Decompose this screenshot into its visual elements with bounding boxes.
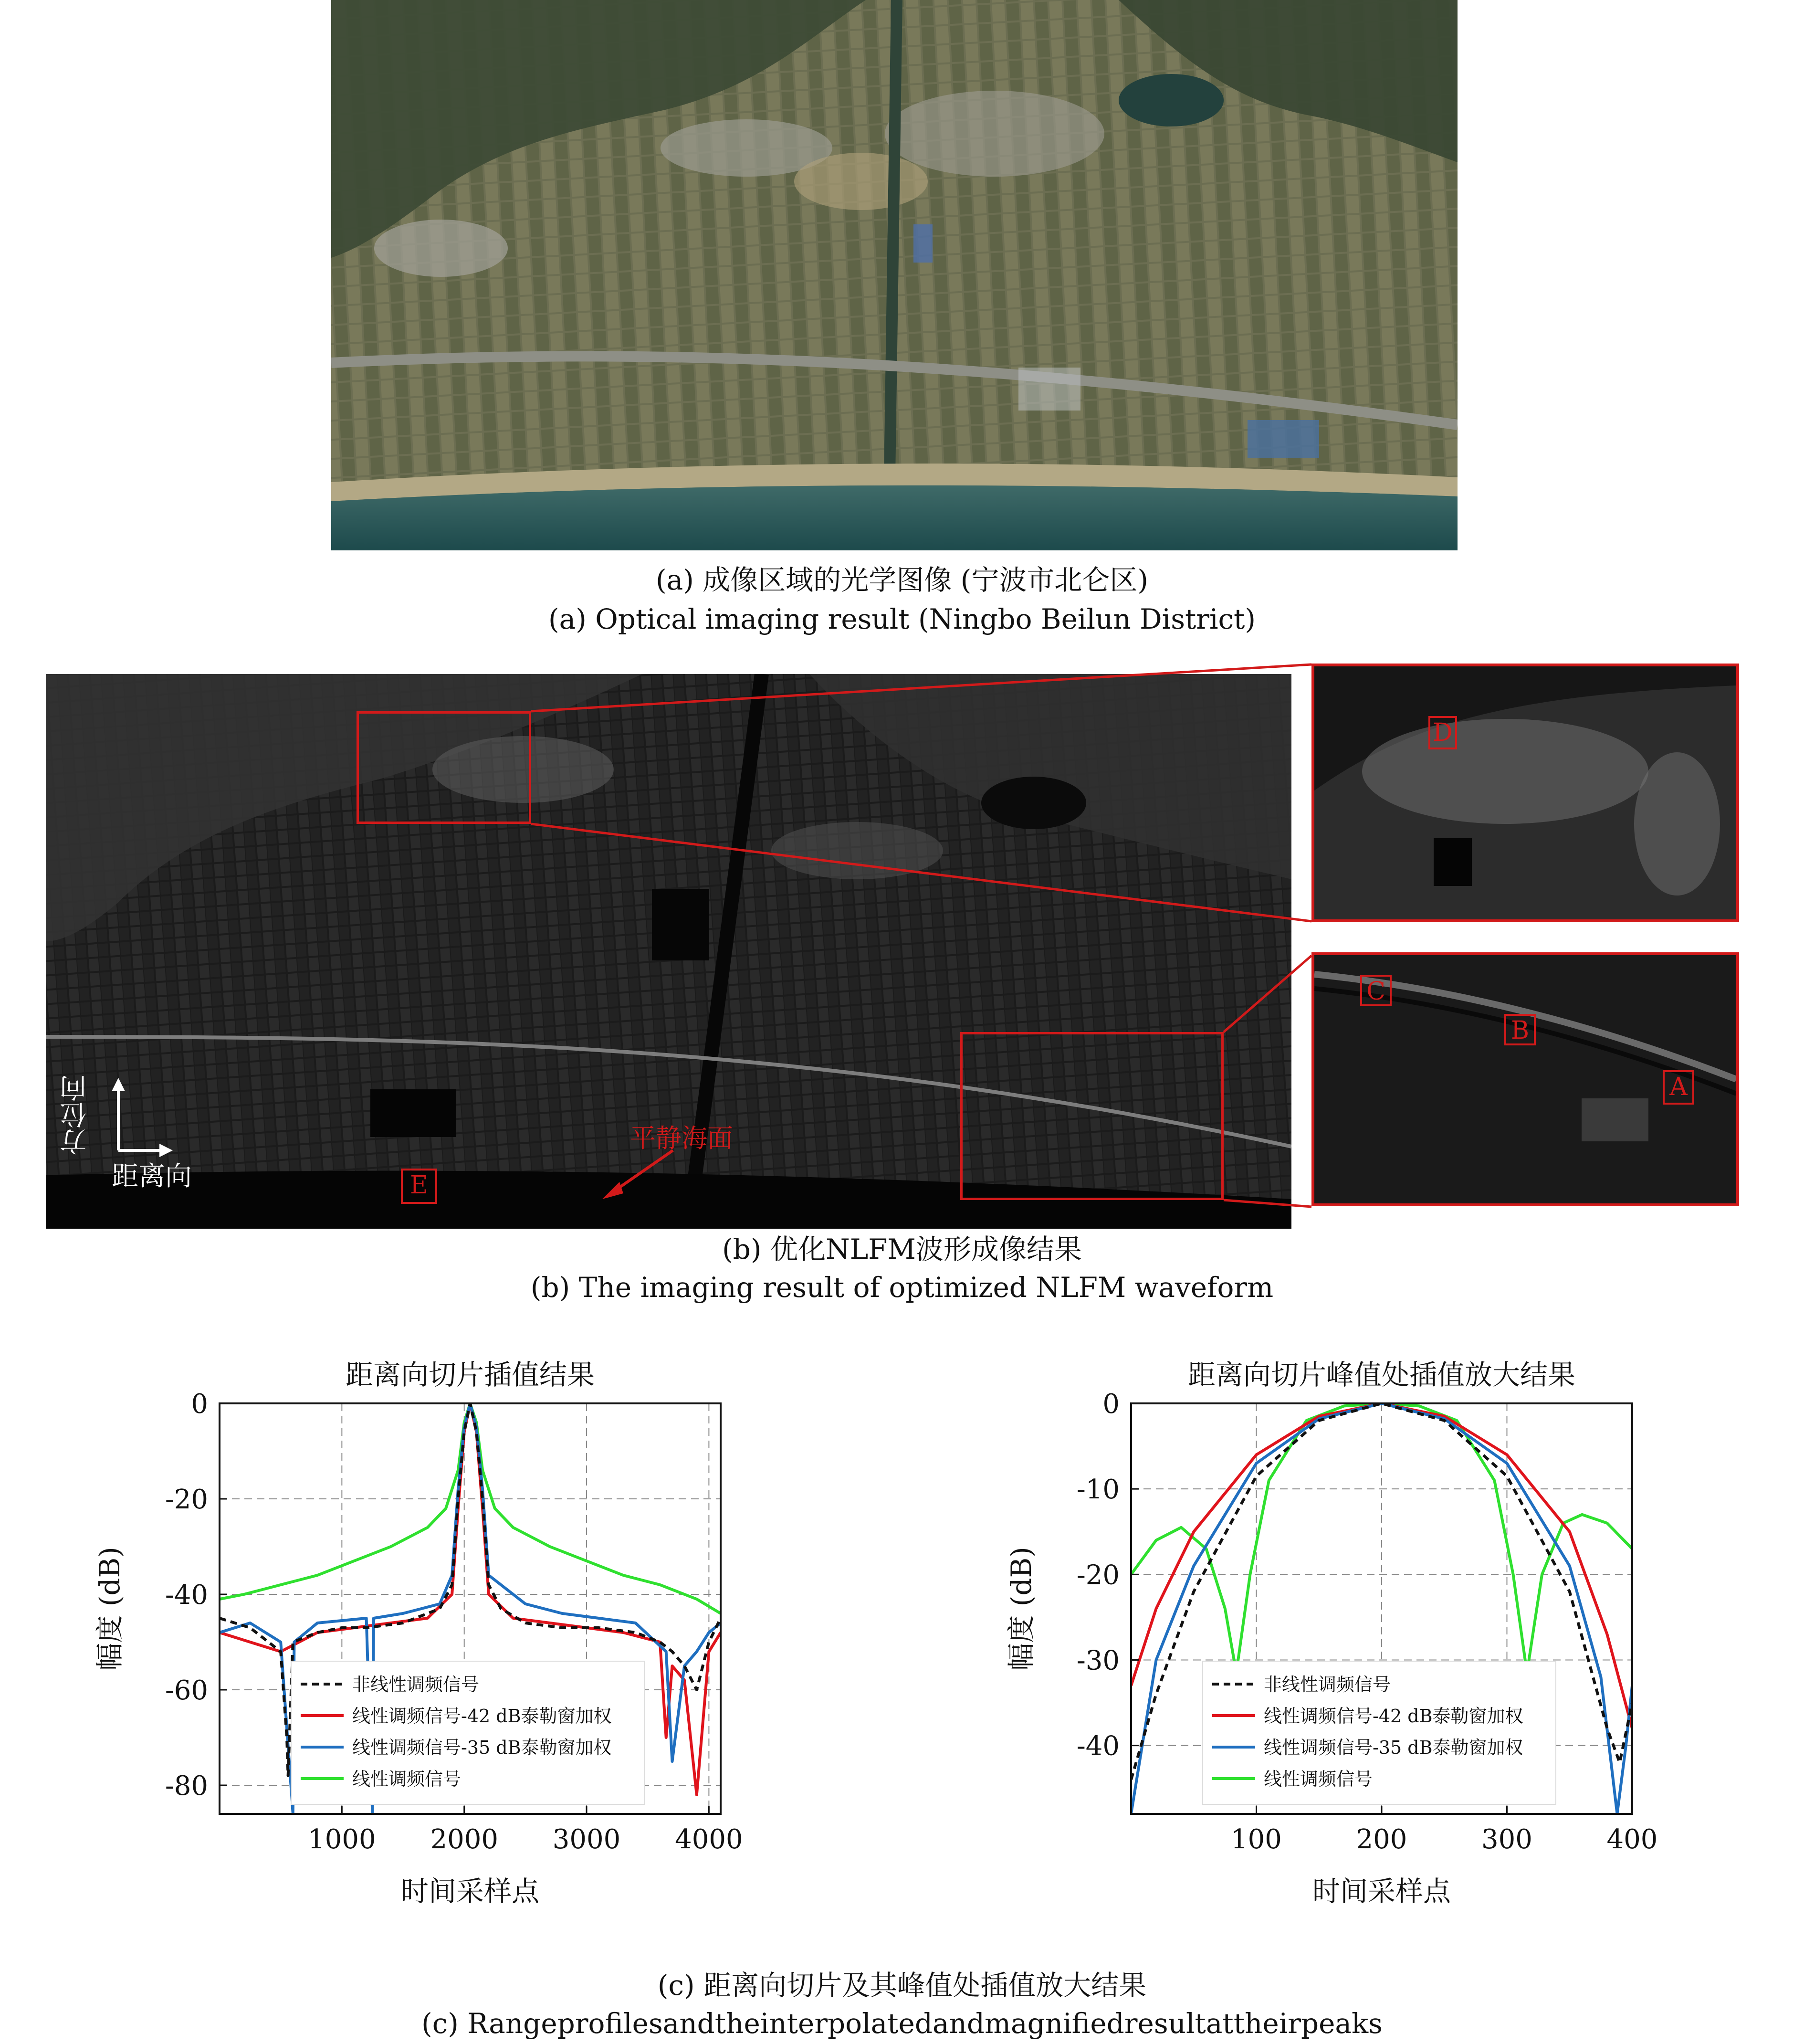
caption-a-cn: (a) 成像区域的光学图像 (宁波市北仑区) — [656, 564, 1148, 596]
x-tick-label: 4000 — [675, 1824, 743, 1855]
marker-d: D — [1428, 716, 1457, 749]
y-tick-label: 0 — [191, 1389, 208, 1420]
y-tick-label: -10 — [1076, 1474, 1120, 1506]
chart-peak-zoom — [983, 1346, 1675, 1949]
x-tick-label: 1000 — [308, 1824, 376, 1855]
range-direction-label: 距离向 — [112, 1161, 192, 1192]
marker-c: C — [1360, 975, 1392, 1006]
caption-a-en: (a) Optical imaging result (Ningbo Beilun District) — [548, 603, 1256, 635]
caption-c-en: (c) Rangeprofilesandtheinterpolatedandmagnifiedresultattheirpeaks — [421, 2007, 1383, 2040]
caption-b-cn: (b) 优化NLFM波形成像结果 — [722, 1233, 1082, 1265]
y-tick-label: -80 — [165, 1770, 208, 1802]
legend — [1203, 1661, 1556, 1804]
x-tick-label: 300 — [1481, 1824, 1532, 1855]
y-tick-label: -40 — [165, 1580, 208, 1611]
marker-b: B — [1504, 1014, 1536, 1045]
caption-b-en: (b) The imaging result of optimized NLFM waveform — [530, 1271, 1274, 1304]
legend — [291, 1661, 644, 1804]
legend-label: 非线性调频信号 — [1264, 1674, 1391, 1695]
marker-e: E — [401, 1169, 437, 1204]
legend-label: 线性调频信号-35 dB泰勒窗加权 — [1264, 1737, 1523, 1758]
series-line-4 — [220, 1403, 721, 1613]
y-tick-label: -20 — [1076, 1559, 1120, 1591]
legend-label: 线性调频信号-35 dB泰勒窗加权 — [352, 1737, 612, 1758]
chart-title: 距离向切片峰值处插值放大结果 — [1187, 1359, 1576, 1391]
y-tick-label: -60 — [165, 1675, 208, 1706]
azimuth-direction-label: 方位向 — [60, 1075, 91, 1155]
y-tick-label: -20 — [165, 1484, 208, 1515]
y-tick-label: -30 — [1076, 1645, 1120, 1676]
x-tick-label: 400 — [1606, 1824, 1658, 1855]
x-tick-label: 2000 — [430, 1824, 498, 1855]
chart-range-profile — [72, 1346, 764, 1949]
direction-arrows — [105, 1074, 177, 1160]
inset-d — [1311, 664, 1739, 922]
y-axis-label: 幅度 (dB) — [94, 1547, 126, 1671]
x-tick-label: 3000 — [552, 1824, 621, 1855]
y-axis-label: 幅度 (dB) — [1005, 1547, 1038, 1671]
marker-a: A — [1663, 1070, 1694, 1105]
x-tick-label: 100 — [1231, 1824, 1282, 1855]
y-tick-label: 0 — [1102, 1389, 1120, 1420]
x-axis-label: 时间采样点 — [400, 1875, 540, 1907]
caption-c-cn: (c) 距离向切片及其峰值处插值放大结果 — [657, 1969, 1147, 2002]
legend-label: 非线性调频信号 — [352, 1674, 480, 1695]
chart-title: 距离向切片插值结果 — [345, 1359, 595, 1391]
legend-label: 线性调频信号 — [352, 1769, 461, 1790]
legend-label: 线性调频信号 — [1264, 1769, 1373, 1790]
calm-sea-label: 平静海面 — [630, 1123, 733, 1153]
y-tick-label: -40 — [1076, 1730, 1120, 1762]
x-tick-label: 200 — [1356, 1824, 1407, 1855]
legend-label: 线性调频信号-42 dB泰勒窗加权 — [1264, 1706, 1523, 1727]
legend-label: 线性调频信号-42 dB泰勒窗加权 — [352, 1706, 612, 1727]
x-axis-label: 时间采样点 — [1312, 1875, 1451, 1907]
